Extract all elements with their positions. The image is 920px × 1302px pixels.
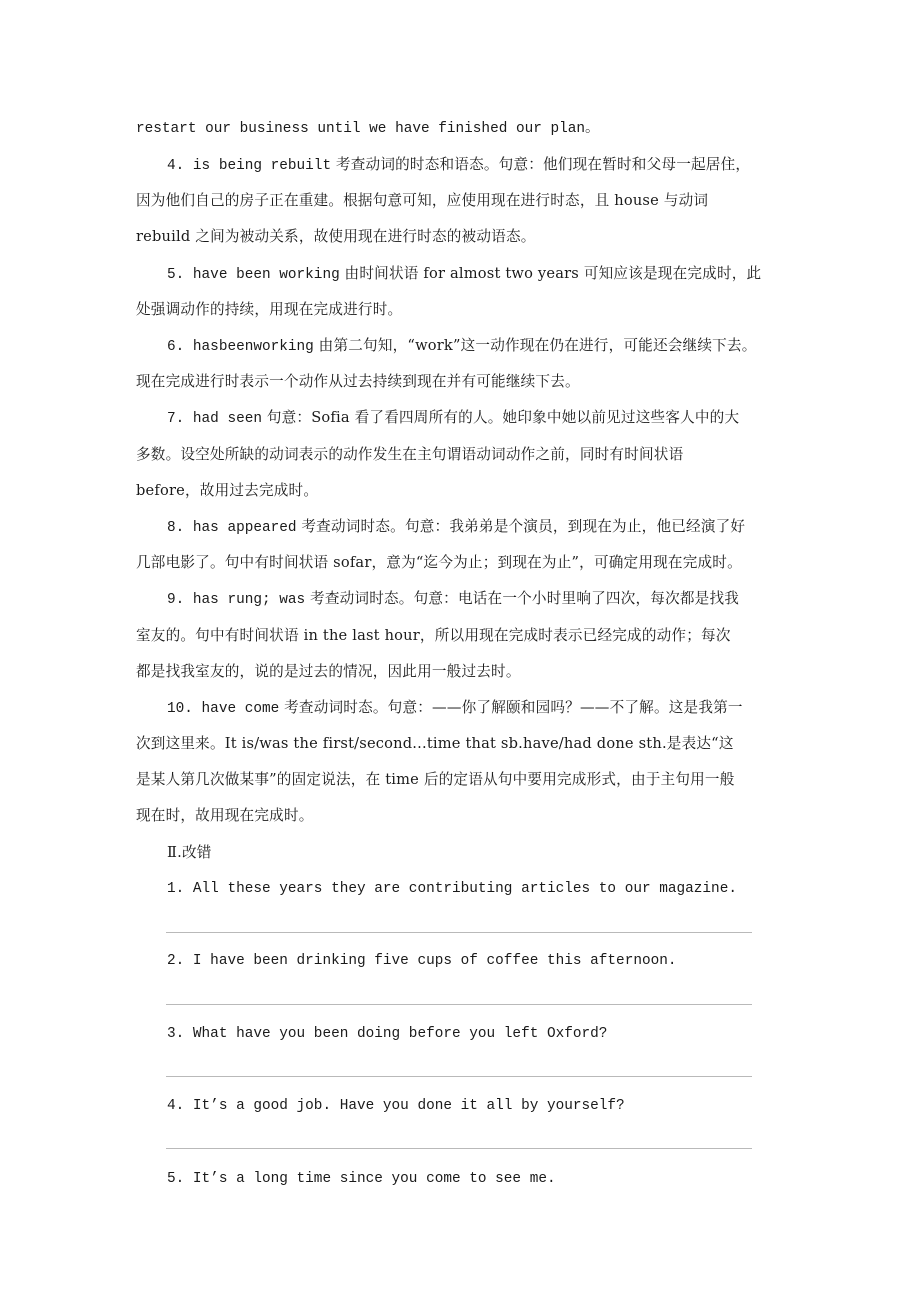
answer-7-line-2: 多数。设空处所缺的动词表示的动作发生在主句谓语动词动作之前，同时有时间状语 <box>136 446 684 463</box>
answer-5-line-2: 处强调动作的持续，用现在完成进行时。 <box>136 301 403 318</box>
answer-9-key: 9. has rung; was <box>167 592 306 608</box>
answer-9-line-1 <box>167 589 739 610</box>
answer-9-explanation: 考查动词时态。句意：电话在一个小时里响了四次，每次都是找我 <box>305 590 740 607</box>
answer-8-explanation: 考查动词时态。句意：我弟弟是个演员，到现在为止，他已经演了好 <box>296 518 746 535</box>
answer-3-continuation: restart our business until we have finished our plan。 <box>136 121 600 137</box>
answer-4-key: 4. is being rebuilt <box>167 158 332 174</box>
answer-4-line-3: rebuild 之间为被动关系，故使用现在进行时态的被动语态。 <box>136 228 536 245</box>
answer-blank-3[interactable] <box>166 1076 752 1077</box>
answer-10-line-1 <box>167 698 743 719</box>
answer-5-explanation: 由时间状语 for almost two years 可知应该是现在完成时，此 <box>339 265 762 282</box>
answer-6-line-1 <box>167 336 757 357</box>
answer-7-line-1 <box>167 408 739 429</box>
answer-10-line-3: 是某人第几次做某事”的固定说法，在 time 后的定语从句中要用完成形式，由于主句用一般 <box>136 771 735 788</box>
answer-5-line-1 <box>167 264 761 285</box>
answer-7-key: 7. had seen <box>167 411 262 427</box>
answer-6-key: 6. hasbeenworking <box>167 339 314 355</box>
correction-item-3: 3. What have you been doing before you left Oxford? <box>167 1026 608 1042</box>
answer-blank-1[interactable] <box>166 932 752 933</box>
answer-9-line-2: 室友的。句中有时间状语 in the last hour，所以用现在完成时表示已经完成的动作；每次 <box>136 627 731 644</box>
answer-10-explanation: 考查动词时态。句意：——你了解颐和园吗？——不了解。这是我第一 <box>279 699 743 716</box>
answer-6-line-2: 现在完成进行时表示一个动作从过去持续到现在并有可能继续下去。 <box>136 373 580 390</box>
correction-item-1: 1. All these years they are contributing articles to our magazine. <box>167 881 737 897</box>
answer-7-explanation: 句意：Sofia 看了看四周所有的人。她印象中她以前见过这些客人中的大 <box>262 409 740 426</box>
correction-item-5: 5. It’s a long time since you come to see me. <box>167 1171 556 1187</box>
answer-10-line-4: 现在时，故用现在完成时。 <box>136 807 314 824</box>
answer-8-key: 8. has appeared <box>167 520 297 536</box>
answer-8-line-1 <box>167 517 745 538</box>
answer-blank-2[interactable] <box>166 1004 752 1005</box>
answer-9-line-3: 都是找我室友的，说的是过去的情况，因此用一般过去时。 <box>136 663 521 680</box>
answer-6-explanation: 由第二句知，“work”这一动作现在仍在进行，可能还会继续下去。 <box>313 337 757 354</box>
answer-10-line-2: 次到这里来。It is/was the first/second...time that sb.have/had done sth.是表达“这 <box>136 735 734 752</box>
correction-item-4: 4. It’s a good job. Have you done it all by yourself? <box>167 1098 625 1114</box>
answer-5-key: 5. have been working <box>167 267 340 283</box>
answer-4-line-2: 因为他们自己的房子正在重建。根据句意可知，应使用现在进行时态，且 house 与动词 <box>136 192 709 209</box>
answer-4-explanation: 考查动词的时态和语态。句意：他们现在暂时和父母一起居住， <box>331 156 751 173</box>
answer-10-key: 10. have come <box>167 701 280 717</box>
section-heading: Ⅱ.改错 <box>167 844 212 861</box>
answer-4-line-1 <box>167 155 750 176</box>
answer-8-line-2: 几部电影了。句中有时间状语 sofar，意为“迄今为止；到现在为止”，可确定用现在完成时。 <box>136 554 742 571</box>
answer-blank-4[interactable] <box>166 1148 752 1149</box>
answer-7-line-3: before，故用过去完成时。 <box>136 482 319 499</box>
correction-item-2: 2. I have been drinking five cups of coffee this afternoon. <box>167 953 677 969</box>
